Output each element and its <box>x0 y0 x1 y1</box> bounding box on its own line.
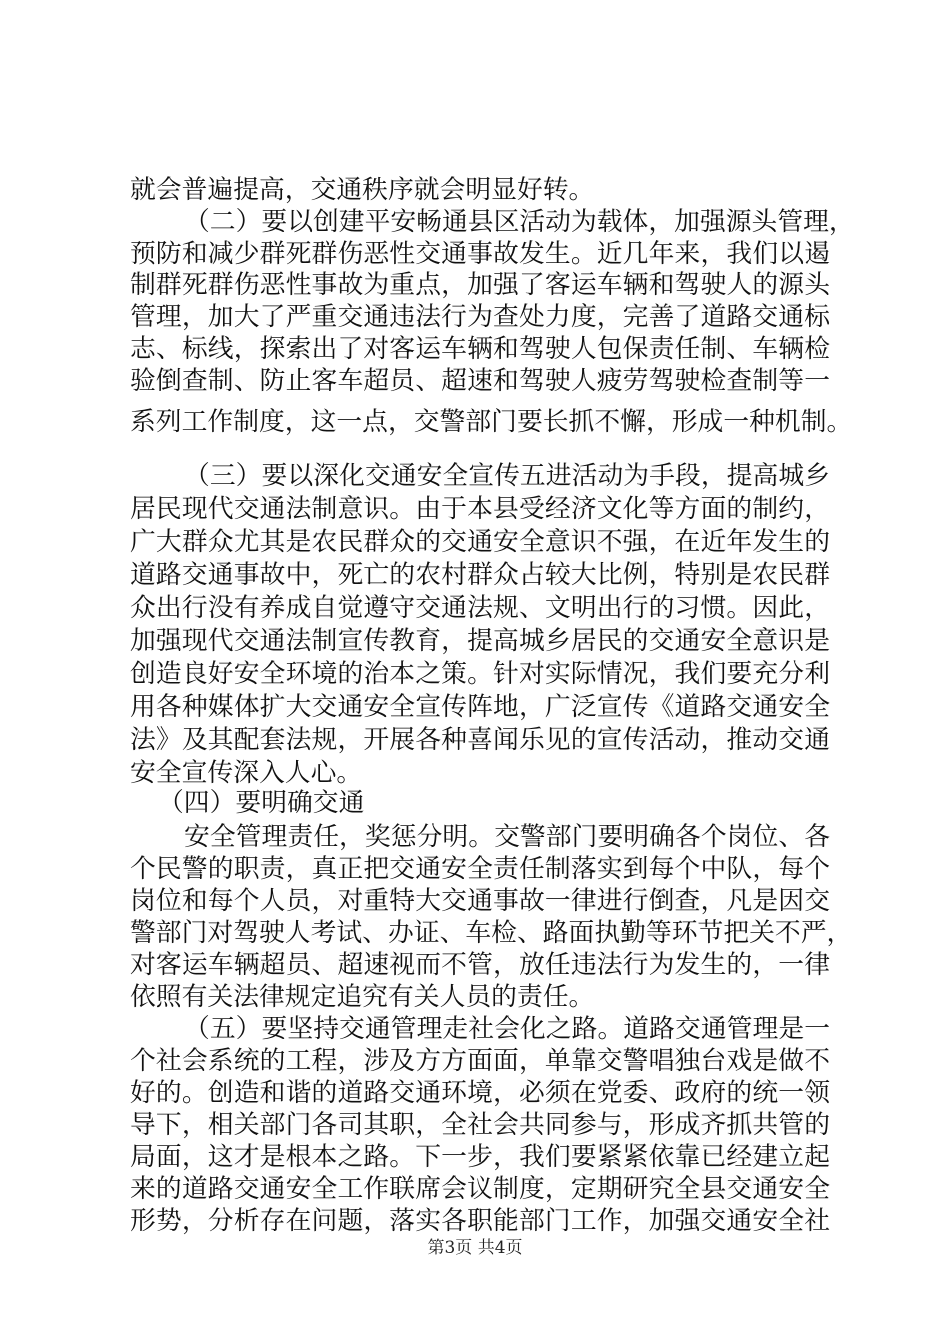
paragraph-3-start: （三）要以深化交通安全宣传五进活动为手段，提高城乡 <box>184 461 830 491</box>
paragraph-5-start: （五）要坚持交通管理走社会化之路。道路交通管理是一 <box>184 1014 830 1044</box>
text-line: 管理，加大了严重交通违法行为查处力度，完善了道路交通标 <box>130 302 830 332</box>
paragraph-2-start: （二）要以创建平安畅通县区活动为载体，加强源头管理， <box>184 207 855 237</box>
text-line: 验倒查制、防止客车超员、超速和驾驶人疲劳驾驶检查制等一 <box>130 366 830 396</box>
text-line: 法》及其配套法规，开展各种喜闻乐见的宣传活动，推动交通 <box>130 725 830 755</box>
text-line: 系列工作制度，这一点，交警部门要长抓不懈，形成一种机制。 <box>130 407 853 437</box>
text-line: 岗位和每个人员，对重特大交通事故一律进行倒查，凡是因交 <box>130 886 830 916</box>
text-line: 个社会系统的工程，涉及方方面面，单靠交警唱独台戏是做不 <box>130 1046 830 1076</box>
text-line: 安全宣传深入人心。 <box>130 758 363 788</box>
text-line: 众出行没有养成自觉遵守交通法规、文明出行的习惯。因此， <box>130 593 830 623</box>
text-line: 道路交通事故中，死亡的农村群众占较大比例，特别是农民群 <box>130 560 830 590</box>
text-line: 警部门对驾驶人考试、办证、车检、路面执勤等环节把关不严， <box>130 918 853 948</box>
paragraph-4-heading: （四）要明确交通 <box>158 788 365 818</box>
text-line: 制群死群伤恶性事故为重点，加强了客运车辆和驾驶人的源头 <box>130 270 830 300</box>
text-line: 广大群众尤其是农民群众的交通安全意识不强，在近年发生的 <box>130 527 830 557</box>
text-line: 形势，分析存在问题，落实各职能部门工作，加强交通安全社 <box>130 1206 830 1236</box>
text-line: 加强现代交通法制宣传教育，提高城乡居民的交通安全意识是 <box>130 626 830 656</box>
text-line: 导下，相关部门各司其职，全社会共同参与，形成齐抓共管的 <box>130 1110 830 1140</box>
page-number-footer: 第3页 共4页 <box>427 1238 523 1258</box>
text-line: 志、标线，探索出了对客运车辆和驾驶人包保责任制、车辆检 <box>130 334 830 364</box>
text-line: 居民现代交通法制意识。由于本县受经济文化等方面的制约， <box>130 494 830 524</box>
text-line: 用各种媒体扩大交通安全宣传阵地，广泛宣传《道路交通安全 <box>130 692 830 722</box>
text-line: 对客运车辆超员、超速视而不管，放任违法行为发生的，一律 <box>130 950 830 980</box>
text-line: 个民警的职责，真正把交通安全责任制落实到每个中队，每个 <box>130 854 830 884</box>
text-line: 来的道路交通安全工作联席会议制度，定期研究全县交通安全 <box>130 1174 830 1204</box>
text-line: 创造良好安全环境的治本之策。针对实际情况，我们要充分利 <box>130 659 830 689</box>
text-line: 依照有关法律规定追究有关人员的责任。 <box>130 982 595 1012</box>
text-line: 局面，这才是根本之路。下一步，我们要紧紧依靠已经建立起 <box>130 1142 830 1172</box>
text-line: 好的。创造和谐的道路交通环境，必须在党委、政府的统一领 <box>130 1078 830 1108</box>
text-line: 就会普遍提高，交通秩序就会明显好转。 <box>130 175 595 205</box>
text-line: 预防和减少群死群伤恶性交通事故发生。近几年来，我们以遏 <box>130 239 830 269</box>
paragraph-4-start: 安全管理责任，奖惩分明。交警部门要明确各个岗位、各 <box>184 822 830 852</box>
